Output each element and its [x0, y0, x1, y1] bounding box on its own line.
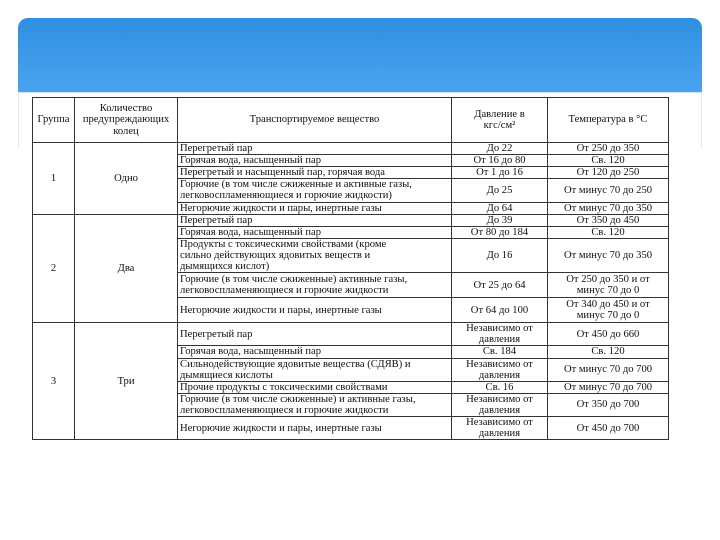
ring-count: Два — [75, 214, 178, 323]
pressure-cell: Св. 16 — [452, 381, 548, 393]
substance-line: сильно действующих ядовитых веществ и — [180, 249, 371, 261]
substance-line: Негорючие жидкости и пары, инертные газы — [180, 422, 382, 434]
pressure-cell: До 64 — [452, 202, 548, 214]
substance-cell — [178, 358, 452, 381]
pressure-cell: До 25 — [452, 179, 548, 202]
temperature-cell: От минус 70 до 250 — [548, 179, 669, 202]
substance-line: Перегретый пар — [180, 214, 253, 226]
substance-line: Перегретый пар — [180, 328, 253, 340]
substance-line: Горючие (в том числе сжиженные) активные газы, — [180, 274, 408, 286]
substance-line: дымящихся кислот) — [180, 261, 270, 273]
pressure-cell: До 16 — [452, 238, 548, 272]
temperature-cell: Св. 120 — [548, 226, 669, 238]
temperature-cell: От 250 до 350 и от минус 70 до 0 — [548, 273, 669, 298]
pressure-cell: От 1 до 16 — [452, 167, 548, 179]
substance-cell — [178, 179, 452, 202]
temperature-cell: От 250 до 350 — [548, 143, 669, 155]
header-group: Группа — [33, 98, 75, 143]
table-header-row — [33, 98, 669, 143]
substance-cell — [178, 214, 452, 226]
substance-line: Горючие (в том числе сжиженные) и активные газы, — [180, 393, 416, 405]
pressure-cell: Независимо от давления — [452, 393, 548, 416]
temperature-cell: От 350 до 700 — [548, 393, 669, 416]
substance-cell — [178, 381, 452, 393]
substance-cell — [178, 155, 452, 167]
frame-right-edge — [701, 92, 702, 148]
temperature-cell: От минус 70 до 350 — [548, 238, 669, 272]
substance-cell — [178, 226, 452, 238]
substance-line: дымящиеся кислоты — [180, 369, 273, 381]
temperature-cell: От 450 до 700 — [548, 417, 669, 440]
frame-left-edge — [18, 92, 19, 148]
pressure-cell: Независимо от давления — [452, 358, 548, 381]
temperature-cell: От 350 до 450 — [548, 214, 669, 226]
substance-cell — [178, 273, 452, 298]
substance-line: Горячая вода, насыщенный пар — [180, 346, 322, 358]
ring-count: Три — [75, 323, 178, 440]
ring-count: Одно — [75, 143, 178, 215]
pressure-cell: От 80 до 184 — [452, 226, 548, 238]
substance-cell — [178, 143, 452, 155]
substance-cell — [178, 393, 452, 416]
substance-line: Горячая вода, насыщенный пар — [180, 155, 322, 167]
pressure-cell: Независимо от давления — [452, 323, 548, 346]
group-number: 3 — [33, 323, 75, 440]
substance-line: Прочие продукты с токсическими свойствами — [180, 381, 388, 393]
table-row — [33, 214, 669, 226]
substance-line: Горючие (в том числе сжиженные и активные газы, — [180, 179, 412, 191]
header-temperature: Температура в °С — [548, 98, 669, 143]
pressure-cell: От 64 до 100 — [452, 298, 548, 323]
substance-cell — [178, 202, 452, 214]
substance-line: Перегретый и насыщенный пар, горячая вода — [180, 167, 385, 179]
pressure-cell: Св. 184 — [452, 346, 548, 358]
temperature-cell: От минус 70 до 700 — [548, 381, 669, 393]
substance-line: Негорючие жидкости и пары, инертные газы — [180, 202, 382, 214]
header-divider — [18, 92, 702, 93]
substance-cell — [178, 417, 452, 440]
substance-line: легковоспламеняющиеся и горючие жидкости — [180, 404, 389, 416]
pressure-cell: От 16 до 80 — [452, 155, 548, 167]
substance-cell — [178, 298, 452, 323]
header-substance: Транспортируемое вещество — [178, 98, 452, 143]
slide-header-band — [18, 18, 702, 92]
table-body — [33, 143, 669, 440]
temperature-cell: Св. 120 — [548, 155, 669, 167]
table-row — [33, 143, 669, 155]
temperature-cell: От минус 70 до 700 — [548, 358, 669, 381]
header-pressure: Давление в кгс/см² — [452, 98, 548, 143]
group-number: 2 — [33, 214, 75, 323]
substance-line: Негорючие жидкости и пары, инертные газы — [180, 304, 382, 316]
substance-cell — [178, 323, 452, 346]
pipeline-marking-table — [32, 97, 669, 440]
pressure-cell: Независимо от давления — [452, 417, 548, 440]
substance-cell — [178, 238, 452, 272]
substance-line: Горячая вода, насыщенный пар — [180, 226, 322, 238]
substance-line: легковоспламеняющиеся и горючие жидкости — [180, 285, 389, 297]
temperature-cell: От минус 70 до 350 — [548, 202, 669, 214]
pressure-cell: От 25 до 64 — [452, 273, 548, 298]
substance-cell — [178, 167, 452, 179]
pressure-cell: До 39 — [452, 214, 548, 226]
substance-line: Продукты с токсическими свойствами (кроме — [180, 238, 387, 250]
substance-line: Перегретый пар — [180, 143, 253, 154]
header-rings: Количество предупреждающих колец — [75, 98, 178, 143]
substance-line: Сильнодействующие ядовитые вещества (СДЯВ) и — [180, 358, 411, 370]
temperature-cell: От 450 до 660 — [548, 323, 669, 346]
substance-cell — [178, 346, 452, 358]
group-number: 1 — [33, 143, 75, 215]
table-row — [33, 323, 669, 346]
temperature-cell: От 120 до 250 — [548, 167, 669, 179]
temperature-cell: Св. 120 — [548, 346, 669, 358]
pressure-cell: До 22 — [452, 143, 548, 155]
temperature-cell: От 340 до 450 и от минус 70 до 0 — [548, 298, 669, 323]
substance-line: легковоспламеняющиеся и горючие жидкости) — [180, 190, 392, 202]
